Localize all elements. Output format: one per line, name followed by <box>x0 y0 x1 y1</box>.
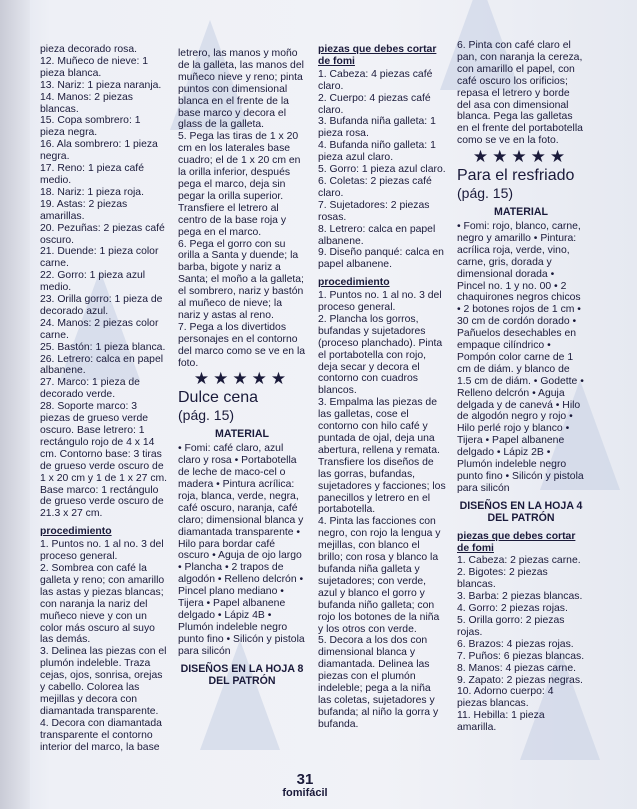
text-line: 28. Soporte marco: 3 piezas de grueso verde oscuro. Base letrero: 1 rectángulo rojo de 4 x 14 cm. Contorno base: 3 tiras de grueso verde oscuro de 1 x 20 cm y 1 de 1 x 27 cm. Base marco: 1 rectángulo de grueso verde oscuro de 21.3 x 27 cm. <box>40 401 168 520</box>
text-line: 17. Reno: 1 pieza café medio. <box>40 163 144 186</box>
section-heading-pieces: piezas que debes cortar de fomi <box>318 44 437 67</box>
text-line: 1. Puntos no. 1 al no. 3 del proceso general. <box>40 539 164 563</box>
text-line: 4. Pinta las facciones con negro, con rojo la lengua y mejillas, con blanco el brillo; con rosa y blanco la bufanda niña galleta y sujetadores; con verde, azul y blanco el gorro y bufanda niño galleta; con rojo los botones de la niña y los otros con verde. <box>318 516 441 635</box>
text-line: 3. Delinea las piezas con el plumón indeleble. Traza cejas, ojos, sonrisa, orejas y cabello. Colorea las mejillas y decora con diamantada transparente. <box>40 646 167 717</box>
column-2 <box>178 48 306 689</box>
text-line: 10. Adorno cuerpo: 4 piezas blancas. <box>457 686 554 710</box>
material-heading: MATERIAL <box>215 428 269 441</box>
text-line: 8. Manos: 4 piezas carne. <box>457 662 576 674</box>
text-line: 2. Cuerpo: 4 piezas café claro. <box>318 92 431 116</box>
project-title: Dulce cena <box>178 389 259 407</box>
brand-logo-text: fomifácil <box>282 787 328 799</box>
stars-divider: ★★★★★ <box>472 147 570 167</box>
text-line: 6. Pega el gorro con su orilla a Santa y duende; la barba, bigote y nariz a Santa; el moño a la galleta; el sombrero, nariz y bastón al muñeco de nieve; la nariz y astas al reno. <box>178 238 304 321</box>
text-line: 5. Gorro: 1 pieza azul claro. <box>318 164 446 176</box>
text-line: 3. Bufanda niña galleta: 1 pieza rosa. <box>318 116 436 140</box>
text-line: 11. Hebilla: 1 pieza amarilla. <box>457 710 545 734</box>
project-page-ref: (pág. 15) <box>457 185 514 202</box>
text-line: 5. Pega las tiras de 1 x 20 cm en los laterales base cuadro; el de 1 x 20 cm en la orilla inferior, después pega el marco, deja sin pegar la orilla superior. Transfiere el letrero al centro de la base roja y pega en el marco. <box>178 131 301 238</box>
designs-note: DISEÑOS EN LA HOJA 4 DEL PATRÓN <box>459 499 583 524</box>
text-line: 16. Ala sombrero: 1 pieza negra. <box>40 139 158 163</box>
text-line: pieza decorado rosa. <box>40 44 138 55</box>
text-line: 1. Cabeza: 4 piezas café claro. <box>318 68 433 92</box>
text-line: 3. Empalma las piezas de las galletas, cose el contorno con hilo café y puntada de ojal, deja una abertura, rellena y remata. Transfiere los diseños de las gorras, bufandas, sujetadores y facciones; los panecillos y letrero en el portabotella. <box>318 397 446 516</box>
text-line: 21. Duende: 1 pieza color carne. <box>40 246 159 270</box>
project-page-ref: (pág. 15) <box>178 407 235 424</box>
column-3 <box>318 44 446 731</box>
text-line: letrero, las manos y moño de la galleta, las manos del muñeco nieve y reno; pinta puntos con dimensional blanca en el frente de la base marco y decora el glass de la galleta. <box>178 48 304 131</box>
text-line: 6. Brazos: 4 piezas rojas. <box>457 638 574 650</box>
text-line: 24. Manos: 2 piezas color carne. <box>40 317 159 341</box>
text-line: 3. Barba: 2 piezas blancas. <box>457 591 583 603</box>
text-line: 13. Nariz: 1 pieza naranja. <box>40 79 162 91</box>
text-line: 7. Pega a los divertidos personajes en el contorno del marco como se ve en la foto. <box>178 321 306 369</box>
project-title: Para el resfriado <box>457 167 575 185</box>
text-line: 5. Decora a los dos con dimensional blanca y diamantada. Delinea las piezas con el plumón indeleble; pega a la niña las coletas, sujetadores y bufanda; al niño la gorra y bufanda. <box>318 635 439 730</box>
text-line: 15. Copa sombrero: 1 pieza negra. <box>40 115 141 139</box>
text-line: 5. Orilla gorro: 2 piezas rojas. <box>457 614 565 638</box>
text-line: 20. Pezuñas: 2 piezas café oscuro. <box>40 222 165 246</box>
column-1 <box>40 44 168 753</box>
text-line: 6. Pinta con café claro el pan, con naranja la cereza, con amarillo el papel, con café oscuro los orificios; repasa el letrero y borde del asa con dimensional blanca. Pega las galletas en el frente del portabotella como se ve en la foto. <box>457 40 583 147</box>
text-line: 25. Bastón: 1 pieza blanca. <box>40 341 166 353</box>
section-heading-pieces: piezas que debes cortar de fomi <box>457 530 576 554</box>
text-line: 8. Letrero: calca en papel albanene. <box>318 223 436 247</box>
stars-divider: ★★★★★ <box>193 369 291 389</box>
material-heading: MATERIAL <box>494 206 548 219</box>
text-line: 7. Puños: 6 piezas blancas. <box>457 650 585 662</box>
column-4 <box>457 40 585 734</box>
text-line: 6. Coletas: 2 piezas café claro. <box>318 175 432 199</box>
material-list: • Fomi: rojo, blanco, carne, negro y amarillo • Pintura: acrílica roja, verde, vino, carne, gris, dorada y dimensional dorada • Pincel no. 1 y no. 00 • 2 chaquirones negros chicos • 2 botones rojos de 1 cm • 30 cm de cordón dorado • Pañuelos desechables en empaque cilíndrico • Pompón color carne de 1 cm de diám. y blanco de 1.5 cm de diám. • Godette • Relleno delcrón • Aguja delgada y de canevá • Hilo de algodón negro y rojo • Hilo perlé rojo y blanco • Tijera • Papel albanene delgado • Lápiz 2B • Plumón indeleble negro punto fino • Silicón y pistola para silicón <box>457 220 584 494</box>
text-line: 4. Decora con diamantada transparente el contorno interior del marco, la base <box>40 717 162 753</box>
text-line: 18. Nariz: 1 pieza roja. <box>40 186 144 198</box>
text-line: 23. Orilla gorro: 1 pieza de decorado azul. <box>40 294 163 317</box>
text-line: 14. Manos: 2 piezas blancas. <box>40 91 133 115</box>
text-line: 27. Marco: 1 pieza de decorado verde. <box>40 377 140 401</box>
text-line: 2. Plancha los gorros, bufandas y sujetadores (proceso planchado). Pinta el portabotella con rojo, deja secar y decora el contorno con cuadros blancos. <box>318 313 443 397</box>
text-line: 4. Bufanda niño galleta: 1 pieza azul claro. <box>318 140 436 164</box>
page-number: 31 <box>296 771 314 788</box>
material-list: • Fomi: café claro, azul claro y rosa • Portabotella de leche de maco-cel o madera • Pintura acrílica: roja, blanca, verde, negra, café oscuro, naranja, café claro; dimensional blanca y diamantada transparente • Hilo para bordar café oscuro • Aguja de ojo largo • Plancha • 2 trapos de algodón • Relleno delcrón • Pincel plano mediano • Tijera • Papel albanene delgado • Lápiz 4B • Plumón indeleble negro punto fino • Silicón y pistola para silicón <box>178 443 305 657</box>
text-line: 2. Bigotes: 2 piezas blancas. <box>457 567 548 591</box>
text-line: 26. Letrero: calca en papel albanene. <box>40 353 164 377</box>
text-line: 2. Sombrea con café la galleta y reno; con amarillo las astas y piezas blancas; con naranja la nariz del muñeco nieve y con un color más oscuro al suyo las demás. <box>40 562 165 646</box>
page-spine-shadow <box>0 0 30 809</box>
section-heading-procedimiento: procedimiento <box>40 526 112 538</box>
text-line: 1. Cabeza: 2 piezas carne. <box>457 555 581 567</box>
text-line: 1. Puntos no. 1 al no. 3 del proceso general. <box>318 290 442 314</box>
page-footer <box>270 772 340 799</box>
text-line: 22. Gorro: 1 pieza azul medio. <box>40 270 146 294</box>
text-line: 9. Zapato: 2 piezas negras. <box>457 674 583 686</box>
text-line: 12. Muñeco de nieve: 1 pieza blanca. <box>40 55 149 79</box>
text-line: 9. Diseño panqué: calca en papel albanene. <box>318 247 444 271</box>
designs-note: DISEÑOS EN LA HOJA 8 DEL PATRÓN <box>180 662 304 687</box>
text-line: 4. Gorro: 2 piezas rojas. <box>457 603 568 615</box>
text-line: 19. Astas: 2 piezas amarillas. <box>40 198 128 222</box>
section-heading-procedimiento: procedimiento <box>318 277 390 289</box>
text-line: 7. Sujetadores: 2 piezas rosas. <box>318 199 430 223</box>
